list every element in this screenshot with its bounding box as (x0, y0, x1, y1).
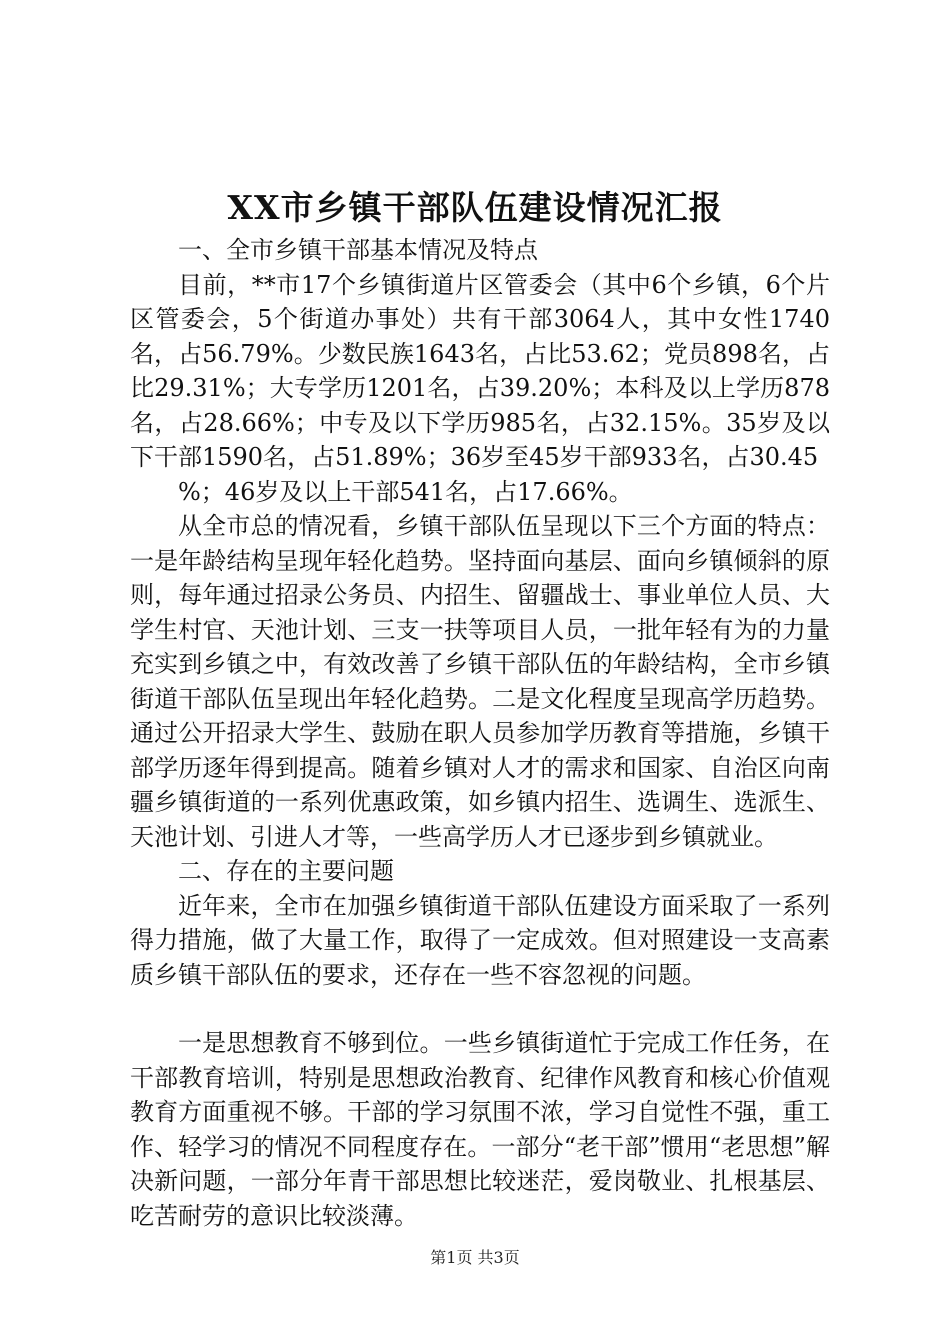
section-1-paragraph-2: 从全市总的情况看，乡镇干部队伍呈现以下三个方面的特点：一是年龄结构呈现年轻化趋势。坚持面向基层、面向乡镇倾斜的原则，每年通过招录公务员、内招生、留疆战士、事业单位人员、大学生村官、天池计划、三支一扶等项目人员，一批年轻有为的力量充实到乡镇之中，有效改善了乡镇干部队伍的年龄结构，全市乡镇街道干部队伍呈现出年轻化趋势。二是文化程度呈现高学历趋势。通过公开招录大学生、鼓励在职人员参加学历教育等措施，乡镇干部学历逐年得到提高。随着乡镇对人才的需求和国家、自治区向南疆乡镇街道的一系列优惠政策，如乡镇内招生、选调生、选派生、天池计划、引进人才等，一些高学历人才已逐步到乡镇就业。 (130, 512, 830, 851)
section-1-paragraph-1-continued: %；46岁及以上干部541名，占17.66%。 (178, 477, 633, 506)
section-1-heading: 一、全市乡镇干部基本情况及特点 (178, 236, 538, 264)
page-number-footer: 第1页 共3页 (430, 1248, 520, 1267)
section-2-heading: 二、存在的主要问题 (178, 857, 394, 885)
paragraph-spacer (130, 992, 830, 1026)
document-body (130, 233, 830, 1233)
section-2-paragraph-2: 一是思想教育不够到位。一些乡镇街道忙于完成工作任务，在干部教育培训，特别是思想政治教育、纪律作风教育和核心价值观教育方面重视不够。干部的学习氛围不浓，学习自觉性不强，重工作、轻学习的情况不同程度存在。一部分“老干部”惯用“老思想”解决新问题，一部分年青干部思想比较迷茫，爱岗敬业、扎根基层、吃苦耐劳的意识比较淡薄。 (130, 1029, 830, 1230)
section-2-paragraph-1: 近年来，全市在加强乡镇街道干部队伍建设方面采取了一系列得力措施，做了大量工作，取得了一定成效。但对照建设一支高素质乡镇干部队伍的要求，还存在一些不容忽视的问题。 (130, 891, 830, 989)
section-1-paragraph-1: 目前，**市17个乡镇街道片区管委会（其中6个乡镇，6个片区管委会，5个街道办事处）共有干部3064人，其中女性1740名，占56.79%。少数民族1643名，占比53.62；党员898名，占比29.31%；大专学历1201名，占39.20%；本科及以上学历878名，占28.66%；中专及以下学历985名，占32.15%。35岁及以下干部1590名，占51.89%；36岁至45岁干部933名，占30.45 (130, 270, 830, 471)
document-title: XX市乡镇干部队伍建设情况汇报 (227, 188, 723, 227)
